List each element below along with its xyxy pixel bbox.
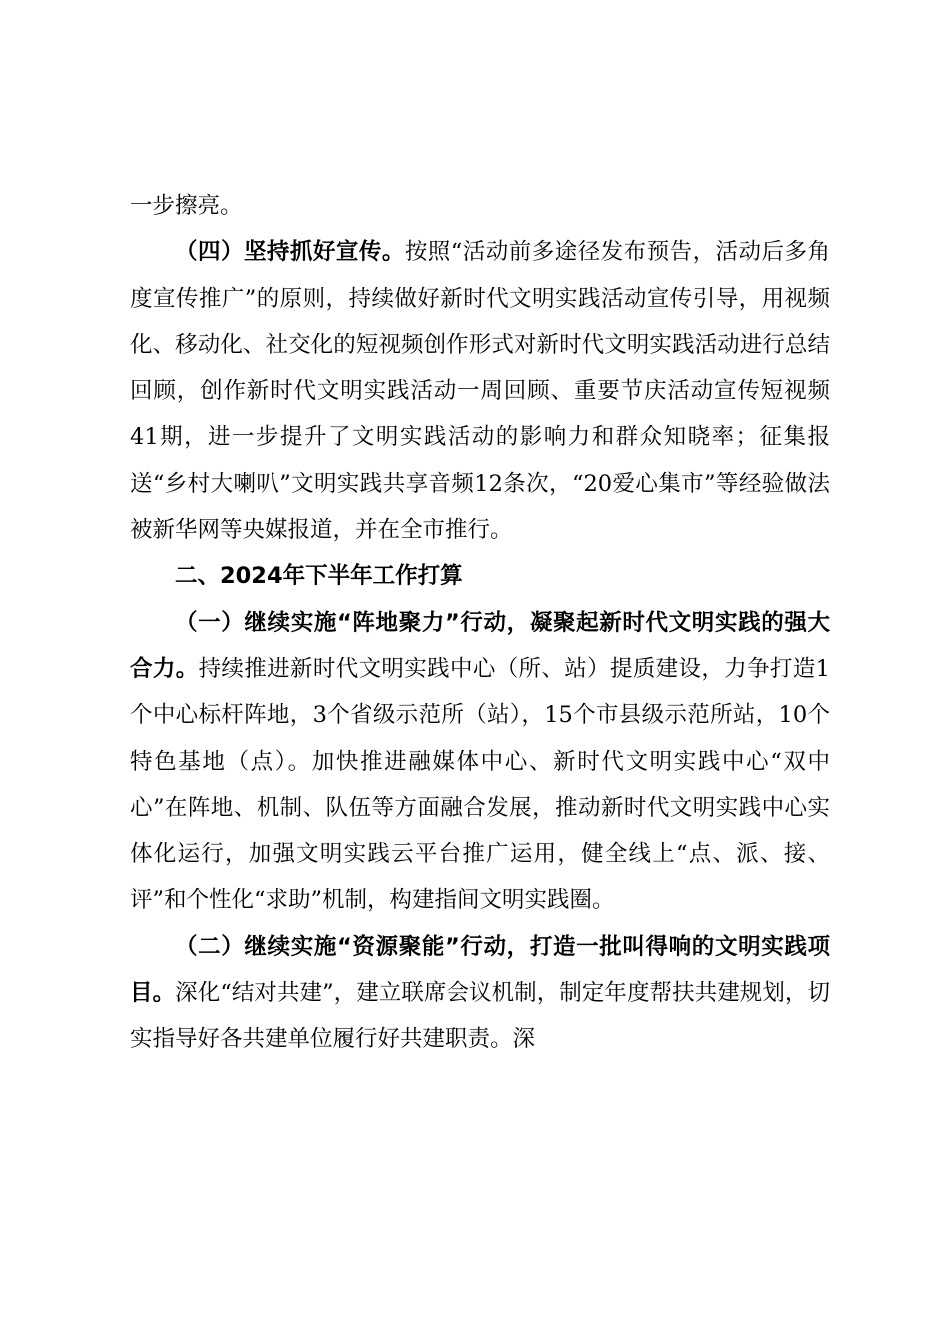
paragraph-lead: （四）坚持抓好宣传。 (175, 239, 405, 266)
document-page (130, 183, 830, 1063)
paragraph-body: 深化“结对共建”，建立联席会议机制，制定年度帮扶共建规划，切实指导好各共建单位履行好共建职责。深 (130, 980, 830, 1053)
paragraph-body: 持续推进新时代文明实践中心（所、站）提质建设，力争打造1个中心标杆阵地，3个省级示范所（站），15个市县级示范所站，10个特色基地（点）。加快推进融媒体中心、新时代文明实践中心“双中心”在阵地、机制、队伍等方面融合发展，推动新时代文明实践中心实体化运行，加强文明实践云平台推广运用，健全线上“点、派、接、评”和个性化“求助”机制，构建指间文明实践圈。 (130, 655, 830, 914)
paragraph-body: 按照“活动前多途径发布预告，活动后多角度宣传推广”的原则，持续做好新时代文明实践活动宣传引导，用视频化、移动化、社交化的短视频创作形式对新时代文明实践活动进行总结回顾，创作新时代文明实践活动一周回顾、重要节庆活动宣传短视频41期，进一步提升了文明实践活动的影响力和群众知晓率；征集报送“乡村大喇叭”文明实践共享音频12条次，“20爱心集市”等经验做法被新华网等央媒报道，并在全市推行。 (130, 239, 830, 544)
paragraph-continuation (130, 183, 830, 229)
paragraph-resource-action (130, 924, 830, 1063)
paragraph-publicity (130, 229, 830, 553)
paragraph-body: 一步擦亮。 (130, 193, 243, 219)
paragraph-lead: （二）继续实施“资源聚能”行动，打造一批叫得响的文明实践项目。 (130, 933, 830, 1007)
section-heading: 二、2024年下半年工作打算 (175, 563, 463, 590)
paragraph-lead: （一）继续实施“阵地聚力”行动，凝聚起新时代文明实践的强大合力。 (130, 609, 830, 682)
paragraph-position-action (130, 600, 830, 924)
